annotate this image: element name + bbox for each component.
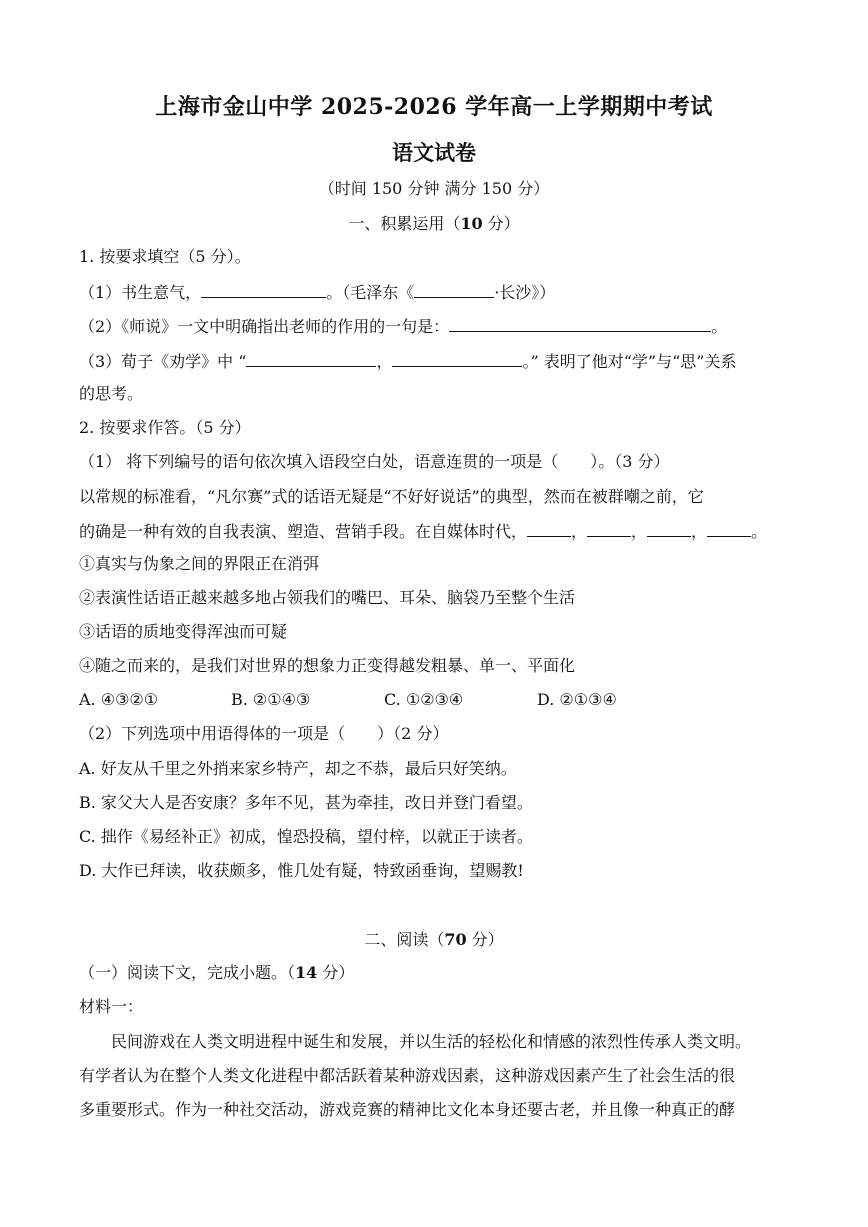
sentence-item: ②表演性话语正越来越多地占领我们的嘴巴、耳朵、脑袋乃至整个生活	[79, 588, 576, 607]
exam-title: 上海市金山中学 2025-2026 学年高一上学期期中考试	[155, 94, 713, 120]
question-2-sub-1: （1） 将下列编号的语句依次填入语段空白处，语意连贯的一项是（ ）。（3 分）	[79, 452, 670, 471]
section-1-heading: 一、积累运用（10 分）	[348, 214, 520, 233]
question-2-stem: 2. 按要求作答。（5 分）	[79, 418, 251, 437]
reading-paragraph-line: 民间游戏在人类文明进程中诞生和发展，并以生活的轻松化和情感的浓烈性传承人类文明。	[111, 1032, 752, 1051]
answer-blank[interactable]	[449, 314, 711, 332]
choice-c[interactable]: C. 拙作《易经补正》初成，惶恐投稿，望付梓，以就正于读者。	[79, 827, 533, 846]
choice-b[interactable]: B. 家父大人是否安康？多年不见，甚为牵挂，改日并登门看望。	[79, 793, 533, 812]
question-1-stem: 1. 按要求填空（5 分）。	[79, 247, 251, 266]
option-d[interactable]: D. ②①③④	[537, 690, 617, 709]
question-1-item-3-cont: 的思考。	[79, 384, 144, 403]
exam-subtitle: 语文试卷	[392, 140, 476, 165]
reading-paragraph-line: 有学者认为在整个人类文化进程中都活跃着某种游戏因素，这种游戏因素产生了社会生活的很	[79, 1066, 736, 1085]
option-b[interactable]: B. ②①④③	[231, 690, 311, 709]
option-c[interactable]: C. ①②③④	[384, 690, 464, 709]
sentence-item: ③话语的质地变得浑浊而可疑	[79, 622, 288, 641]
answer-blank[interactable]	[392, 349, 522, 367]
question-2-sub-2: （2）下列选项中用语得体的一项是（ ）（2 分）	[79, 724, 449, 743]
choice-d[interactable]: D. 大作已拜读，收获颇多，惟几处有疑，特致函垂询，望赐教!	[79, 861, 524, 880]
answer-blank[interactable]	[707, 519, 751, 537]
answer-blank[interactable]	[201, 280, 326, 298]
answer-blank[interactable]	[587, 519, 631, 537]
choice-a[interactable]: A. 好友从千里之外捎来家乡特产，却之不恭，最后只好笑纳。	[79, 759, 517, 778]
answer-blank[interactable]	[246, 349, 376, 367]
option-a[interactable]: A. ④③②①	[79, 690, 159, 709]
reading-paragraph-line: 多重要形式。作为一种社交活动，游戏竞赛的精神比文化本身还要古老，并且像一种真正的酵	[79, 1100, 736, 1119]
answer-blank[interactable]	[527, 519, 571, 537]
time-info: （时间 150 分钟 满分 150 分）	[318, 179, 550, 198]
reading-part-1-heading: （一）阅读下文，完成小题。（14 分）	[79, 963, 355, 982]
passage-line-2: 的确是一种有效的自我表演、塑造、营销手段。在自媒体时代， ， ， ， 。	[79, 519, 767, 543]
sentence-item: ④随之而来的，是我们对世界的想象力正变得越发粗暴、单一、平面化	[79, 656, 576, 675]
section-2-heading: 二、阅读（70 分）	[364, 930, 504, 949]
answer-blank[interactable]	[414, 280, 494, 298]
passage-line-1: 以常规的标准看，“凡尔赛”式的话语无疑是“不好好说话”的典型，然而在被群嘲之前，它	[79, 487, 704, 506]
material-label: 材料一：	[79, 997, 144, 1016]
question-1-item-3: （3）荀子《劝学》中 “ ， 。” 表明了他对“学”与“思”关系	[79, 349, 736, 373]
question-1-item-1: （1）书生意气， 。（毛泽东《 ·长沙》）	[79, 280, 555, 304]
sentence-item: ①真实与伪象之间的界限正在消弭	[79, 554, 320, 573]
question-1-item-2: （2）《师说》一文中明确指出老师的作用的一句是： 。	[79, 314, 727, 338]
answer-blank[interactable]	[647, 519, 691, 537]
